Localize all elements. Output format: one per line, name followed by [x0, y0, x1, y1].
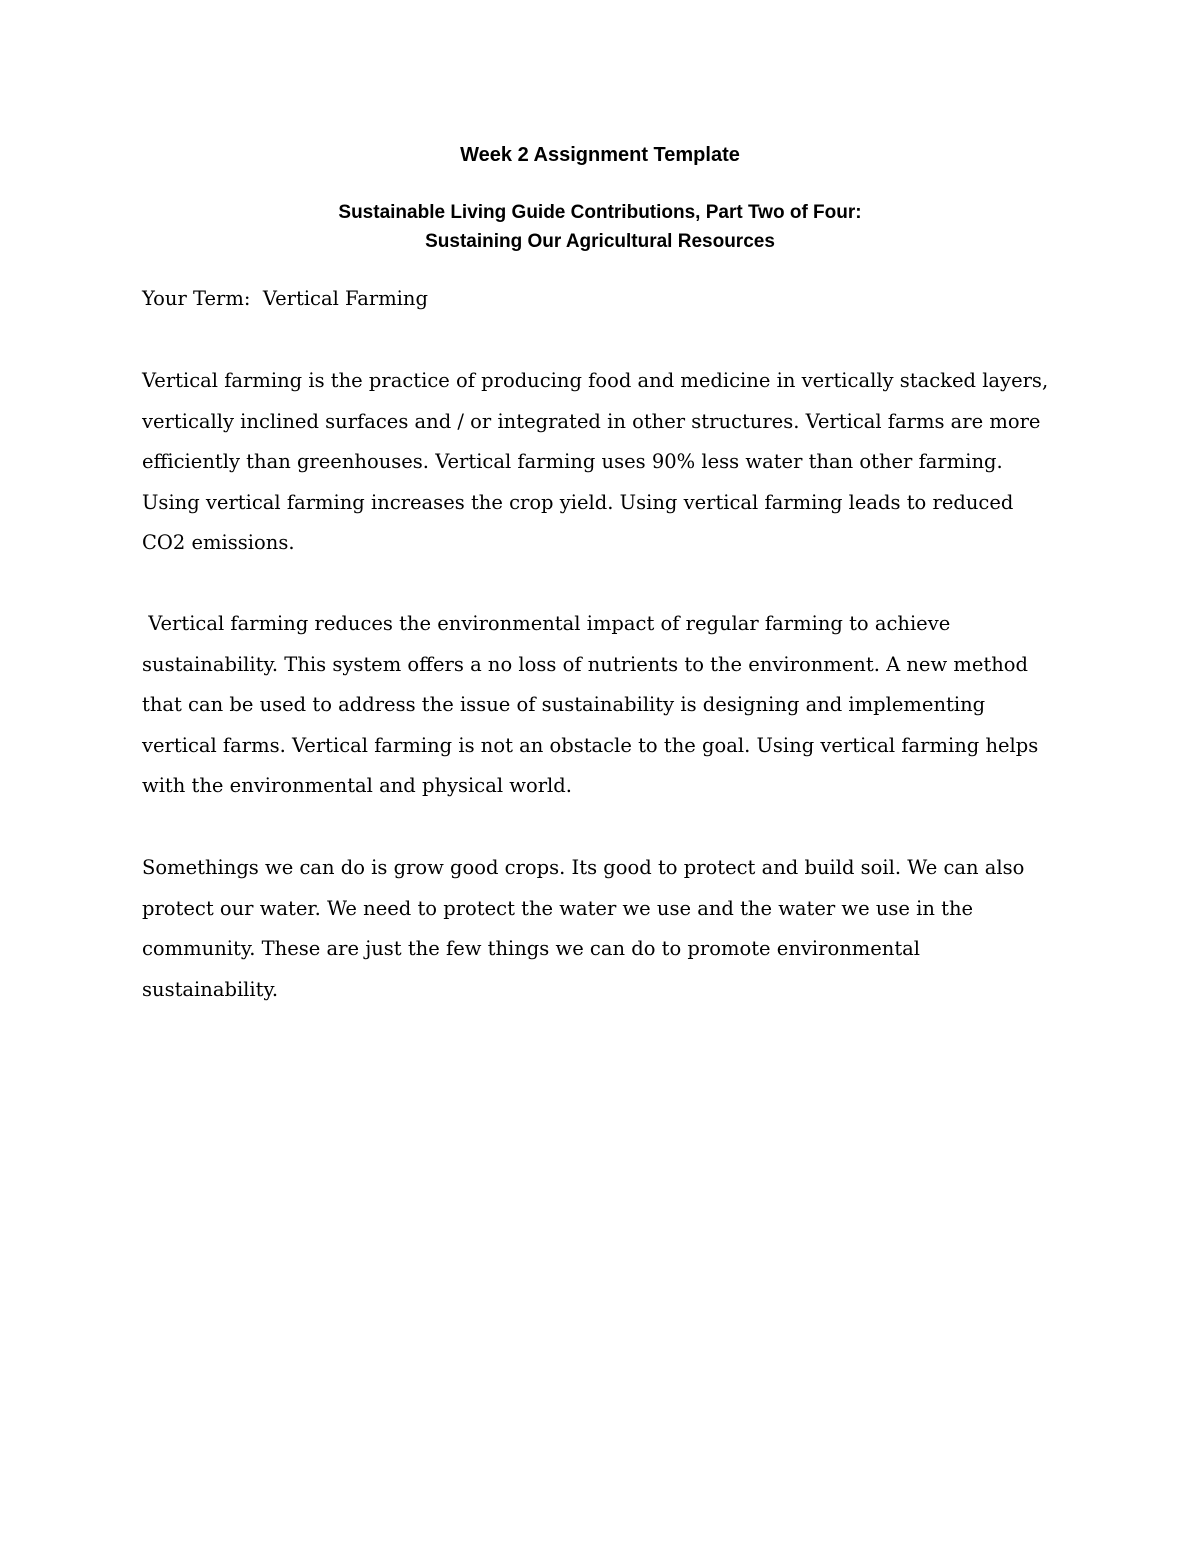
paragraph-line: Vertical farming is the practice of producing food and medicine in vertically stacked layers, [142, 369, 1049, 392]
subtitle-line-1: Sustainable Living Guide Contributions, Part Two of Four: [338, 202, 862, 223]
paragraph-line: efficiently than greenhouses. Vertical farming uses 90% less water than other farming. [142, 450, 1003, 474]
paragraph-line: that can be used to address the issue of sustainability is designing and implementing [142, 693, 986, 717]
subtitle-line-2: Sustaining Our Agricultural Resources [425, 231, 775, 252]
paragraph-line: vertical farms. Vertical farming is not an obstacle to the goal. Using vertical farming helps [142, 733, 1039, 757]
paragraph-line: protect our water. We need to protect the water we use and the water we use in the [142, 896, 974, 920]
paragraph-line: Vertical farming reduces the environmental impact of regular farming to achieve [142, 612, 951, 635]
paragraph-line: sustainability. This system offers a no loss of nutrients to the environment. A new method [142, 652, 1029, 676]
paragraph-line: vertically inclined surfaces and / or integrated in other structures. Vertical farms are more [142, 409, 1041, 433]
paragraph-1 [142, 361, 1082, 564]
paragraph-line: Somethings we can do is grow good crops. Its good to protect and build soil. We can also [142, 856, 1025, 879]
paragraph-line: community. These are just the few things we can do to promote environmental [142, 937, 921, 961]
term-line [142, 283, 428, 315]
paragraph-3 [142, 848, 1082, 1010]
paragraph-line: with the environmental and physical world. [142, 774, 572, 798]
document-title: Week 2 Assignment Template [460, 144, 740, 166]
paragraph-line: CO2 emissions. [142, 531, 295, 555]
paragraph-line: sustainability. [142, 977, 279, 1001]
term-value: Vertical Farming [262, 287, 428, 310]
paragraph-line: Using vertical farming increases the crop yield. Using vertical farming leads to reduced [142, 490, 1014, 514]
document-subtitle [0, 198, 1200, 256]
term-label: Your Term: [142, 287, 251, 310]
paragraph-2 [142, 604, 1082, 807]
